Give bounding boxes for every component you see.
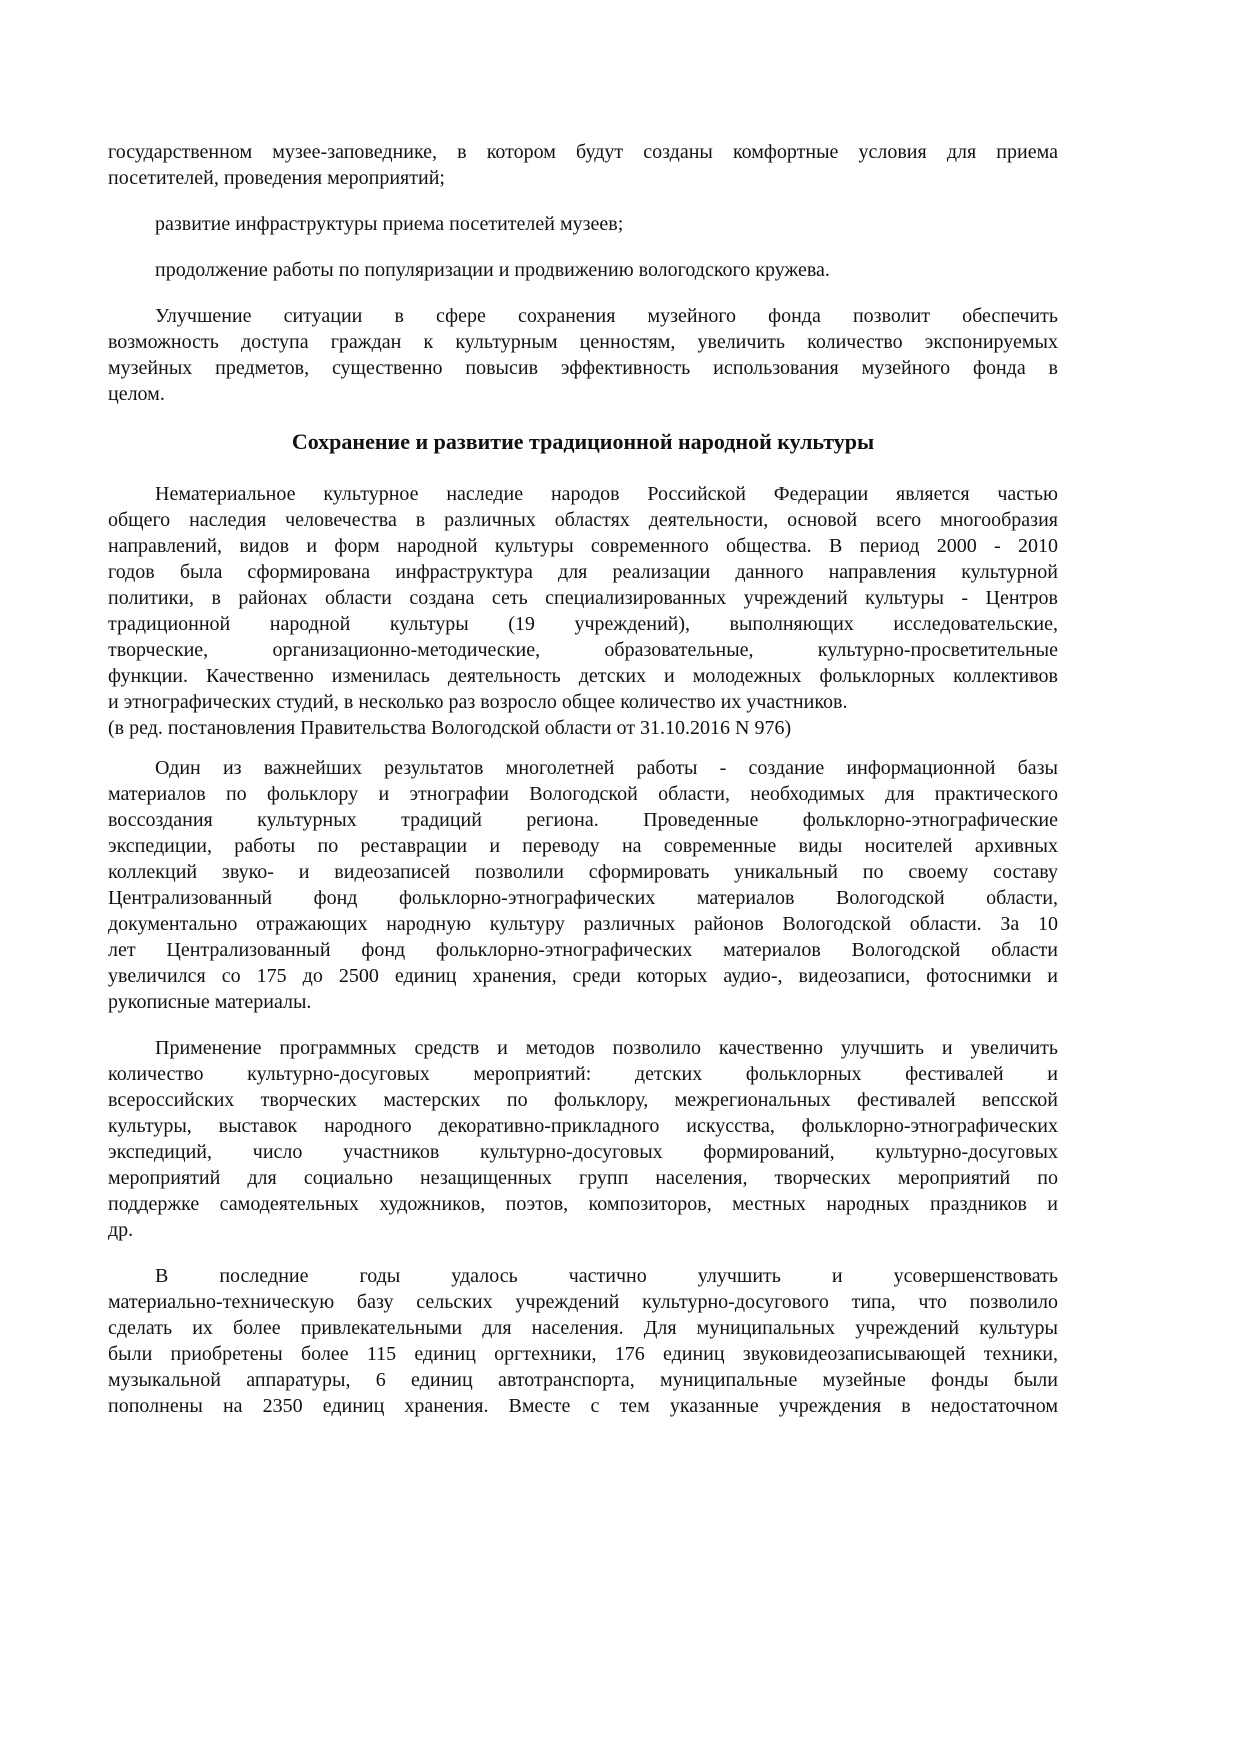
text-line: воссоздания культурных традиций региона. Проведенные фольклорно-этнографические (108, 809, 1058, 831)
text-line: Один из важнейших результатов многолетней работы - создание информационной базы (155, 757, 1058, 779)
text-line: годов была сформирована инфраструктура для реализации данного направления культурной (108, 561, 1058, 583)
paragraph (108, 1035, 1058, 1243)
text-line: и этнографических студий, в несколько раз возросло общее количество их участников. (108, 691, 848, 713)
text-line: рукописные материалы. (108, 991, 312, 1013)
text-line: экспедиций, число участников культурно-досуговых формирований, культурно-досуговых (108, 1141, 1058, 1163)
document-page (108, 139, 1058, 1439)
text-line: лет Централизованный фонд фольклорно-этнографических материалов Вологодской области (108, 939, 1058, 961)
text-line: всероссийских творческих мастерских по фольклору, межрегиональных фестивалей вепсской (108, 1089, 1058, 1111)
paragraph (108, 139, 1058, 191)
paragraph (108, 755, 1058, 1015)
text-line: развитие инфраструктуры приема посетителей музеев; (155, 213, 624, 235)
text-line: Нематериальное культурное наследие народов Российской Федерации является частью (155, 483, 1058, 505)
paragraph (108, 257, 1058, 283)
text-line: целом. (108, 383, 165, 405)
text-line: мероприятий для социально незащищенных групп населения, творческих мероприятий по (108, 1167, 1058, 1189)
text-line: материалов по фольклору и этнографии Вологодской области, необходимых для практического (108, 783, 1058, 805)
text-line: возможность доступа граждан к культурным ценностям, увеличить количество экспонируемых (108, 331, 1058, 353)
text-line: государственном музее-заповеднике, в котором будут созданы комфортные условия для приема (108, 141, 1058, 163)
paragraph (108, 211, 1058, 237)
text-line: функции. Качественно изменилась деятельность детских и молодежных фольклорных коллективов (108, 665, 1058, 687)
text-line: направлений, видов и форм народной культуры современного общества. В период 2000 - 2010 (108, 535, 1058, 557)
section-heading: Сохранение и развитие традиционной народной культуры (291, 429, 875, 454)
amendment-note: (в ред. постановления Правительства Вологодской области от 31.10.2016 N 976) (108, 717, 792, 739)
text-line: увеличился со 175 до 2500 единиц хранения, среди которых аудио-, видеозаписи, фотоснимки и (108, 965, 1058, 987)
text-line: посетителей, проведения мероприятий; (108, 167, 445, 189)
text-line: Централизованный фонд фольклорно-этнографических материалов Вологодской области, (108, 887, 1058, 909)
text-line: Улучшение ситуации в сфере сохранения музейного фонда позволит обеспечить (155, 305, 1058, 327)
text-line: др. (108, 1219, 134, 1241)
text-line: пополнены на 2350 единиц хранения. Вместе с тем указанные учреждения в недостаточном (108, 1395, 1058, 1417)
text-line: общего наследия человечества в различных областях деятельности, основой всего многообразия (108, 509, 1058, 531)
text-line: Применение программных средств и методов позволило качественно улучшить и увеличить (155, 1037, 1058, 1059)
text-line: экспедиции, работы по реставрации и переводу на современные виды носителей архивных (108, 835, 1058, 857)
text-line: коллекций звуко- и видеозаписей позволили сформировать уникальный по своему составу (108, 861, 1058, 883)
text-line: сделать их более привлекательными для населения. Для муниципальных учреждений культуры (108, 1317, 1058, 1339)
paragraph (108, 481, 1058, 715)
paragraph (108, 1263, 1058, 1419)
text-line: творческие, организационно-методические, образовательные, культурно-просветительные (108, 639, 1058, 661)
text-line: документально отражающих народную культуру различных районов Вологодской области. За 10 (108, 913, 1058, 935)
text-line: политики, в районах области создана сеть специализированных учреждений культуры - Центров (108, 587, 1058, 609)
text-line: количество культурно-досуговых мероприятий: детских фольклорных фестивалей и (108, 1063, 1058, 1085)
text-line: культуры, выставок народного декоративно-прикладного искусства, фольклорно-этнографических (108, 1115, 1058, 1137)
text-line: традиционной народной культуры (19 учреждений), выполняющих исследовательские, (108, 613, 1058, 635)
text-line: музыкальной аппаратуры, 6 единиц автотранспорта, муниципальные музейные фонды были (108, 1369, 1058, 1391)
paragraph (108, 303, 1058, 407)
text-line: продолжение работы по популяризации и продвижению вологодского кружева. (155, 259, 830, 281)
text-line: В последние годы удалось частично улучшить и усовершенствовать (155, 1265, 1058, 1287)
text-line: музейных предметов, существенно повысив эффективность использования музейного фонда в (108, 357, 1058, 379)
text-line: были приобретены более 115 единиц оргтехники, 176 единиц звуковидеозаписывающей техники, (108, 1343, 1058, 1365)
text-line: материально-техническую базу сельских учреждений культурно-досугового типа, что позволило (108, 1291, 1058, 1313)
text-line: поддержке самодеятельных художников, поэтов, композиторов, местных народных праздников и (108, 1193, 1058, 1215)
